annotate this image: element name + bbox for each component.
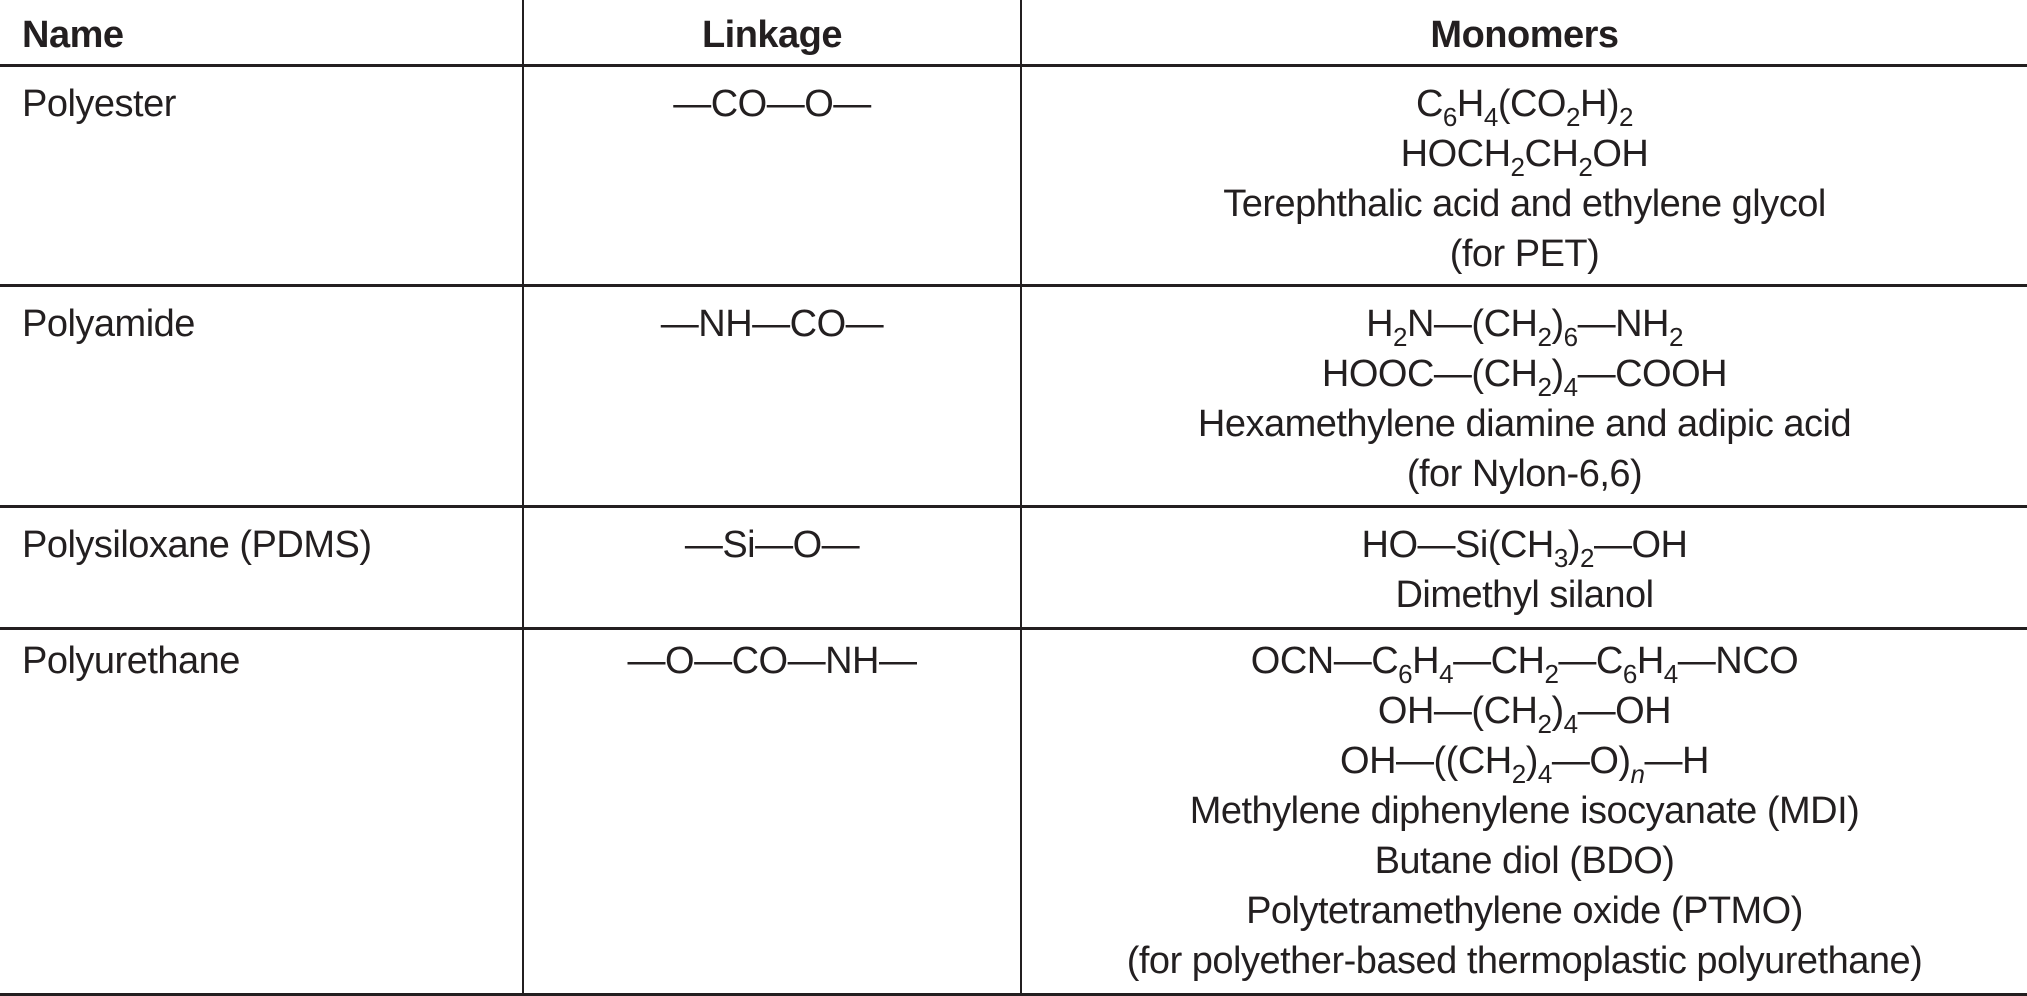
monomer-description: Hexamethylene diamine and adipic acid	[1197, 403, 1852, 445]
header-name: Name	[22, 14, 124, 56]
monomer-note: (for polyether-based thermoplastic polyurethane)	[1126, 940, 1923, 982]
header-divider	[0, 64, 2027, 67]
linkage: —CO—O—	[673, 83, 871, 125]
monomers-cell	[1022, 636, 2027, 986]
polymer-name: Polysiloxane (PDMS)	[22, 524, 372, 566]
monomer-formula: $H_2N—(CH_2)_6—NH_2$	[1366, 303, 1683, 352]
linkage: —NH—CO—	[660, 303, 884, 345]
monomer-formula: $HO—Si(CH_3)_2—OH$	[1361, 524, 1688, 573]
monomer-formula: $HOOC—(CH_2)_4—COOH$	[1321, 353, 1728, 402]
monomers-cell	[1022, 299, 2027, 499]
polymer-name: Polyurethane	[22, 640, 240, 682]
header-monomers: Monomers	[1430, 14, 1619, 56]
row-divider	[0, 505, 2027, 508]
monomer-formula: $OH—(CH_2)_4—OH$	[1377, 690, 1672, 739]
column-divider	[522, 0, 524, 994]
linkage: —Si—O—	[684, 524, 860, 566]
monomers-cell	[1022, 520, 2027, 620]
monomer-description: Dimethyl silanol	[1395, 574, 1654, 616]
polymer-name: Polyamide	[22, 303, 195, 345]
monomer-formula: $OH—((CH_2)_4—O)_n—H$	[1340, 740, 1709, 789]
monomers-cell	[1022, 79, 2027, 279]
monomer-description: Butane diol (BDO)	[1374, 840, 1675, 882]
monomer-formula: $C_6H_4(CO_2H)_2$	[1415, 83, 1634, 132]
monomer-formula: $HOCH_2CH_2OH$	[1400, 133, 1649, 182]
row-divider	[0, 284, 2027, 287]
monomer-description: Polytetramethylene oxide (PTMO)	[1246, 890, 1803, 932]
monomer-description: Terephthalic acid and ethylene glycol	[1223, 183, 1826, 225]
monomer-description: Methylene diphenylene isocyanate (MDI)	[1189, 790, 1860, 832]
row-divider	[0, 627, 2027, 630]
monomer-formula: $OCN—C_6H_4—CH_2—C_6H_4—NCO$	[1250, 640, 1799, 689]
monomer-note: (for Nylon-6,6)	[1406, 453, 1643, 495]
header-linkage: Linkage	[701, 14, 843, 56]
monomer-note: (for PET)	[1449, 233, 1600, 275]
linkage: —O—CO—NH—	[627, 640, 917, 682]
polymer-name: Polyester	[22, 83, 176, 125]
